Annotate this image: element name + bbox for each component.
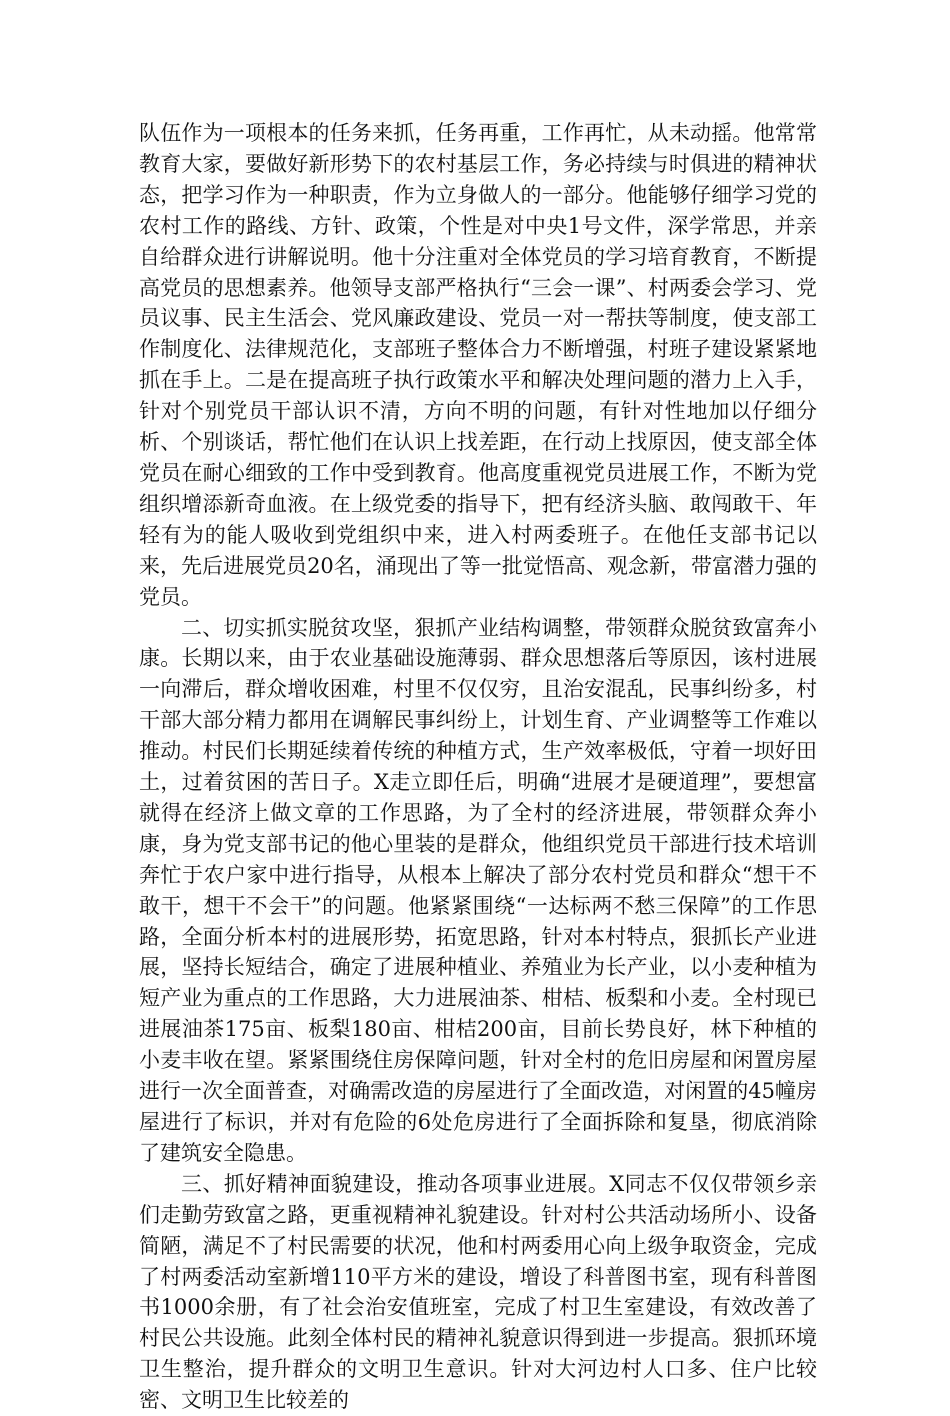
document-page xyxy=(139,118,817,1416)
paragraph-poverty-alleviation: 二、切实抓实脱贫攻坚，狠抓产业结构调整，带领群众脱贫致富奔小康。长期以来，由于农业基础设施薄弱、群众思想落后等原因，该村进展一向滞后，群众增收困难，村里不仅仅穷，且治安混乱，民事纠纷多，村干部大部分精力都用在调解民事纠纷上，计划生育、产业调整等工作难以推动。村民们长期延续着传统的种植方式，生产效率极低，守着一坝好田土，过着贫困的苦日子。X走立即任后，明确“进展才是硬道理”，要想富就得在经济上做文章的工作思路，为了全村的经济进展，带领群众奔小康，身为党支部书记的他心里装的是群众，他组织党员干部进行技术培训奔忙于农户家中进行指导，从根本上解决了部分农村党员和群众“想干不敢干，想干不会干”的问题。他紧紧围绕“一达标两不愁三保障”的工作思路，全面分析本村的进展形势，拓宽思路，针对本村特点，狠抓长产业进展，坚持长短结合，确定了进展种植业、养殖业为长产业，以小麦种植为短产业为重点的工作思路，大力进展油茶、柑桔、板梨和小麦。全村现已进展油茶175亩、板梨180亩、柑桔200亩，目前长势良好，林下种植的小麦丰收在望。紧紧围绕住房保障问题，针对全村的危旧房屋和闲置房屋进行一次全面普查，对确需改造的房屋进行了全面改造，对闲置的45幢房屋进行了标识，并对有危险的6处危房进行了全面拆除和复垦，彻底消除了建筑安全隐患。 xyxy=(139,615,817,1165)
paragraph-party-building: 队伍作为一项根本的任务来抓，任务再重，工作再忙，从未动摇。他常常教育大家，要做好新形势下的农村基层工作，务必持续与时俱进的精神状态，把学习作为一种职责，作为立身做人的一部分。他能够仔细学习党的农村工作的路线、方针、政策，个性是对中央1号文件，深学常思，并亲自给群众进行讲解说明。他十分注重对全体党员的学习培育教育，不断提高党员的思想素养。他领导支部严格执行“三会一课”、村两委会学习、党员议事、民主生活会、党风廉政建设、党员一对一帮扶等制度，使支部工作制度化、法律规范化，支部班子整体合力不断增强，村班子建设紧紧地抓在手上。二是在提高班子执行政策水平和解决处理问题的潜力上入手，针对个别党员干部认识不清，方向不明的问题，有针对性地加以仔细分析、个别谈话，帮忙他们在认识上找差距，在行动上找原因，使支部全体党员在耐心细致的工作中受到教育。他高度重视党员进展工作，不断为党组织增添新奇血液。在上级党委的指导下，把有经济头脑、敢闯敢干、年轻有为的能人吸收到党组织中来，进入村两委班子。在他任支部书记以来，先后进展党员20名，涌现出了等一批觉悟高、观念新，带富潜力强的党员。 xyxy=(139,121,817,609)
paragraph-spiritual-civilization: 三、抓好精神面貌建设，推动各项事业进展。X同志不仅仅带领乡亲们走勤劳致富之路，更重视精神礼貌建设。针对村公共活动场所小、设备简陋，满足不了村民需要的状况，他和村两委用心向上级争取资金，完成了村两委活动室新增110平方米的建设，增设了科普图书室，现有科普图书1000余册，有了社会治安值班室，完成了村卫生室建设，有效改善了村民公共设施。此刻全体村民的精神礼貌意识得到进一步提高。狠抓环境卫生整治，提升群众的文明卫生意识。针对大河边村人口多、住户比较密、文明卫生比较差的 xyxy=(139,1171,817,1413)
